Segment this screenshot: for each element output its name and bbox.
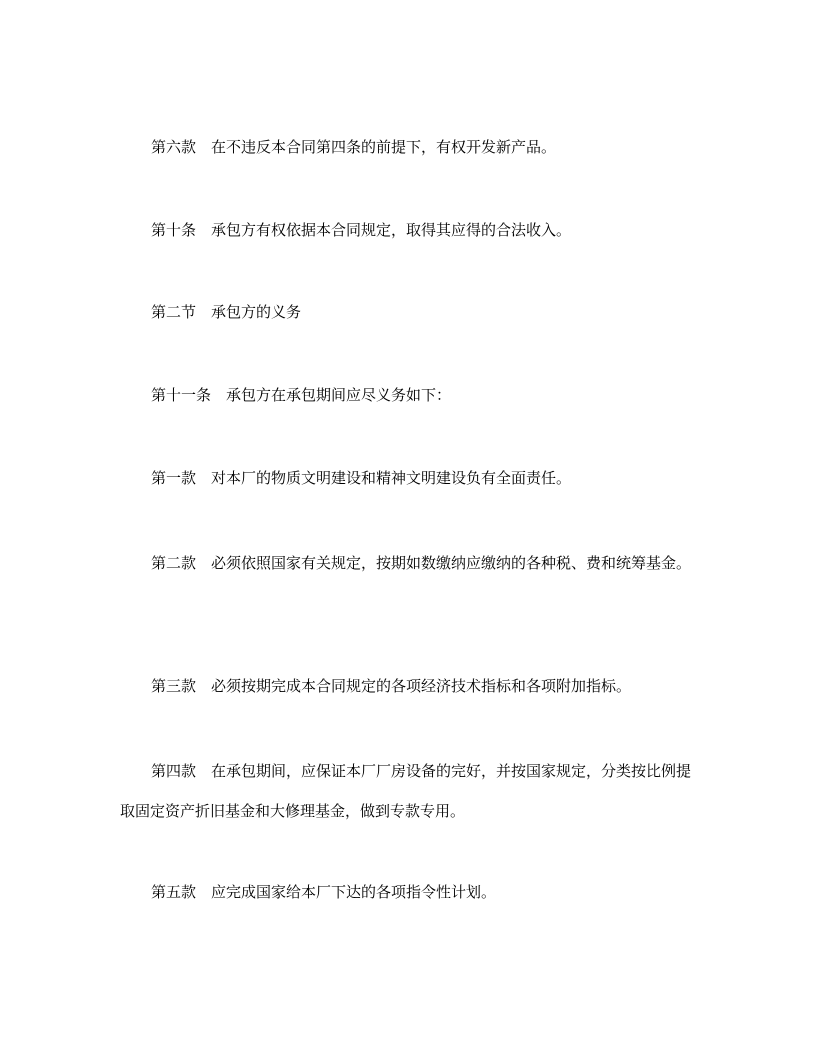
clause-3-indicators: 第三款 必须按期完成本合同规定的各项经济技术指标和各项附加指标。	[151, 677, 632, 695]
article-10-lawful-income: 第十条 承包方有权依据本合同规定，取得其应得的合法收入。	[151, 221, 572, 239]
clause-1-responsibility: 第一款 对本厂的物质文明建设和精神文明建设负有全面责任。	[151, 469, 572, 487]
clause-5-plans: 第五款 应完成国家给本厂下达的各项指令性计划。	[151, 883, 497, 901]
clause-6-right-develop-products: 第六款 在不违反本合同第四条的前提下，有权开发新产品。	[151, 138, 557, 156]
section-2-heading: 第二节 承包方的义务	[151, 303, 302, 321]
clause-4-equipment: 第四款 在承包期间，应保证本厂厂房设备的完好，并按国家规定，分类按比例提取固定资产折旧基金和大修理基金，做到专款专用。	[120, 762, 692, 820]
clause-2-taxes: 第二款 必须依照国家有关规定，按期如数缴纳应缴纳的各种税、费和统筹基金。	[151, 554, 692, 572]
article-11-obligations: 第十一条 承包方在承包期间应尽义务如下：	[151, 386, 452, 404]
